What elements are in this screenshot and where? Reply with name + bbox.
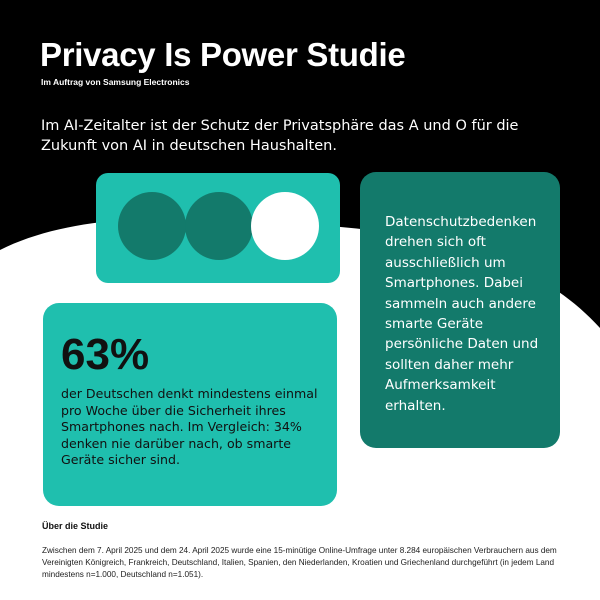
- statistic-number: 63%: [61, 330, 150, 379]
- dot-indicator: [185, 192, 253, 260]
- page-subtitle: Im Auftrag von Samsung Electronics: [41, 77, 190, 87]
- statistic-card: [43, 303, 337, 506]
- dot-indicator: [251, 192, 319, 260]
- about-text: Zwischen dem 7. April 2025 und dem 24. April 2025 wurde eine 15-minütige Online-Umfrage unter 8.284 europäischen Verbrauchern aus dem Vereinigten Königreich, Frankreich, Deutschland, Italien, Spanien, den Niederlanden, Kroatien und Griechenland durchgeführt (in jedem Land mindestens n=1.000, Deutschland n=1.051).: [42, 546, 557, 579]
- smartphone-info-card: [360, 172, 560, 448]
- statistic-text: der Deutschen denkt mindestens einmal pro Woche über die Sicherheit ihres Smartphones nach. Im Vergleich: 34% denken nie darüber nach, ob smarte Geräte sicher sind.: [61, 386, 318, 468]
- dot-indicator: [118, 192, 186, 260]
- intro-text: Im AI-Zeitalter ist der Schutz der Privatsphäre das A und O für die Zukunft von AI in deutschen Haushalten.: [41, 118, 519, 154]
- about-heading: Über die Studie: [42, 521, 109, 531]
- page-title: Privacy Is Power Studie: [40, 36, 406, 73]
- smartphone-info-text: Datenschutzbedenken drehen sich oft ausschließlich um Smartphones. Dabei sammeln auch andere smarte Geräte persönliche Daten und sollten daher mehr Aufmerksamkeit erhalten.: [385, 214, 539, 414]
- dots-card: [96, 173, 340, 283]
